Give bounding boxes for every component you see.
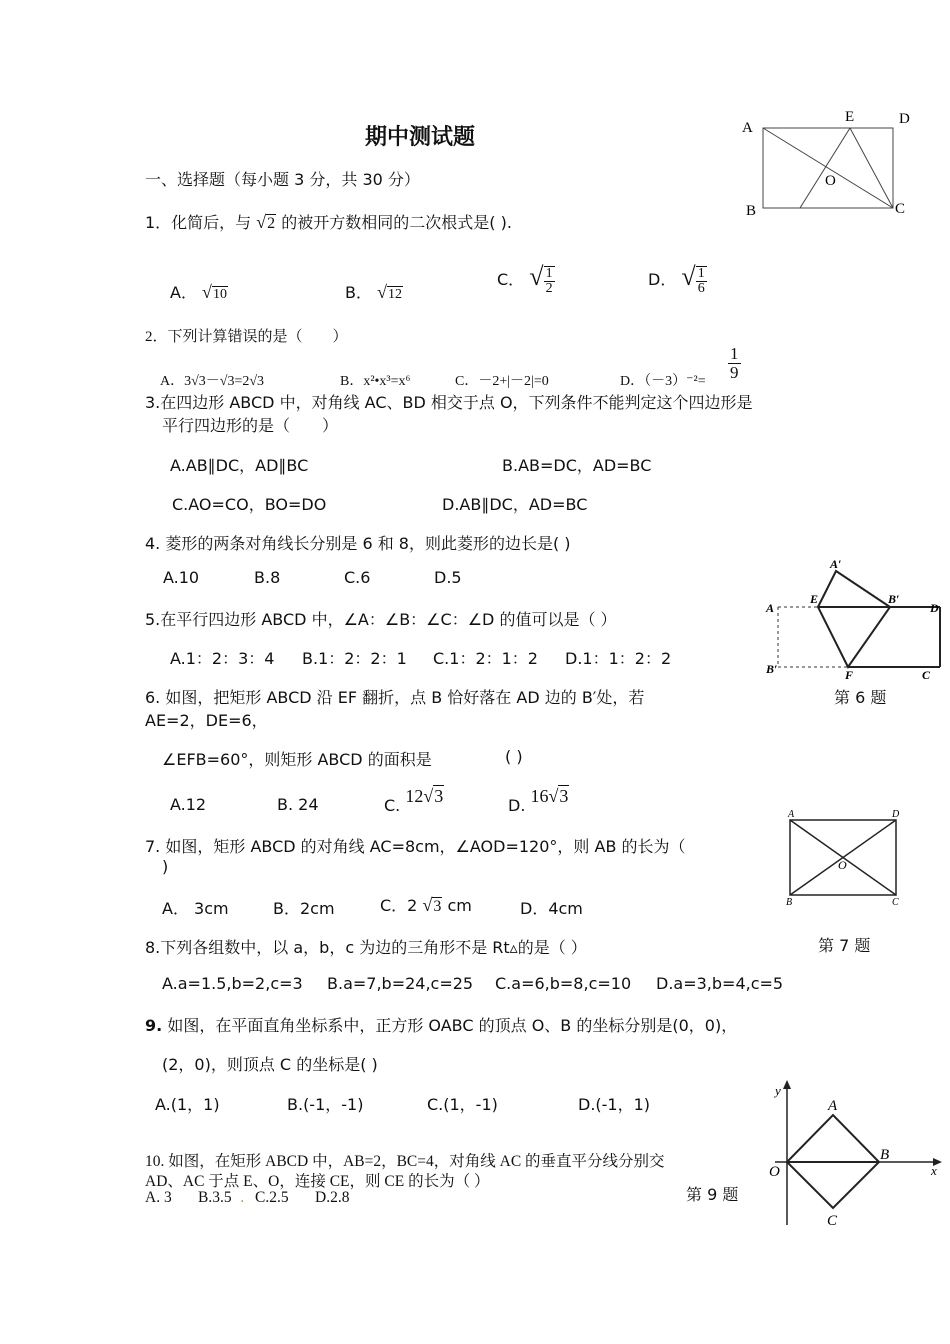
q1-radical: √2 [256,212,276,232]
q9-option-a: A.(1，1) [155,1095,220,1114]
q3-stem-line2: 平行四边形的是（ ） [162,416,339,435]
fig6-label-a-prime: A′ [830,557,842,571]
fig9-label-y: y [775,1083,781,1098]
q6-stem-line2: AE=2，DE=6， [145,711,268,730]
q3-option-a: A.AB∥DC，AD∥BC [170,456,309,475]
q3-option-d: D.AB∥DC，AD=BC [442,495,588,514]
q5-option-c: C.1：2：1：2 [433,649,538,668]
fig10-label-o: O [825,173,836,189]
fig10-label-c: C [895,201,906,217]
fig10-label-d: D [899,111,910,127]
fig6-caption: 第 6 题 [834,688,887,707]
q7-stem-line2: ) [162,857,169,876]
q6-option-d: D. 16√3 [508,786,569,815]
q1-option-b: B． √12 [345,282,402,302]
q6-option-b: B. 24 [277,795,319,814]
q10-stem-line1: 10. 如图，在矩形 ABCD 中，AB=2，BC=4，对角线 AC 的垂直平分线分别交 [145,1153,665,1170]
q10-option-a: A. 3 [145,1189,172,1206]
q6-answer-paren: ( ) [505,747,523,766]
fig10-label-e: E [845,109,855,125]
q10-option-d: D.2.8 [315,1189,350,1206]
q7-option-a: A． 3cm [162,899,229,918]
q1-option-a: A． √10 [170,282,227,302]
q9-stem-line2: (2，0)，则顶点 C 的坐标是( ) [162,1055,378,1074]
q9-option-c: C.(1，-1) [427,1095,498,1114]
q4-option-a: A.10 [163,568,200,587]
fig7-label-b: B [786,897,793,908]
fig9-label-c: C [827,1213,838,1229]
q8-option-b: B.a=7,b=24,c=25 [327,974,474,993]
q1-post: 的被开方数相同的二次根式是( ). [281,213,512,232]
q5-stem: 5.在平行四边形 ABCD 中，∠A：∠B：∠C：∠D 的值可以是（ ） [145,610,617,629]
q2-option-d: D．（－3）⁻²= [620,374,706,389]
q1-pre: 1．化简后，与 [145,213,252,232]
fig9-label-b: B [880,1147,890,1163]
fig9-caption: 第 9 题 [686,1185,739,1204]
fig7-caption: 第 7 题 [818,936,871,955]
figure-q9 [755,1075,945,1235]
q7-option-d: D．4cm [520,899,583,918]
section-heading: 一、选择题（每小题 3 分，共 30 分） [145,170,420,189]
fig7-label-c: C [892,897,899,908]
q9-stem-line1: 9. 如图，在平面直角坐标系中，正方形 OABC 的顶点 O、B 的坐标分别是(0，0)， [145,1016,738,1035]
q10-stray-dot: . [240,1190,245,1206]
fig10-label-b: B [746,203,757,219]
q3-option-c: C.AO=CO，BO=DO [172,495,327,514]
q6-stem-line3: ∠EFB=60°，则矩形 ABCD 的面积是 [162,750,432,769]
q1-stem [145,210,512,233]
fig6-label-f: F [845,668,854,682]
q10-option-c: C.2.5 [255,1189,289,1206]
q10-option-b: B.3.5 [198,1189,232,1206]
fig7-label-o: O [838,858,847,872]
q7-option-c: C．2 √3 cm [380,895,472,915]
q9-option-b: B.(-1，-1) [287,1095,364,1114]
q2-option-b: B．x²•x³=x⁶ [340,374,411,389]
fig6-label-c: C [922,668,931,682]
q1-option-d: D． √ $\frac{1}{6}$ [648,262,705,297]
q4-option-c: C.6 [344,568,371,587]
q2-option-d-fraction: $\frac{1}{9}$ [730,344,739,382]
q6-stem-line1: 6. 如图，把矩形 ABCD 沿 EF 翻折，点 B 恰好落在 AD 边的 B′处，若 [145,688,645,707]
q8-option-c: C.a=6,b=8,c=10 [495,974,632,993]
fig9-label-x: x [931,1163,937,1178]
q4-option-d: D.5 [434,568,462,587]
q8-stem: 8.下列各组数中，以 a，b，c 为边的三角形不是 Rt▵的是（ ） [145,938,587,957]
fig6-label-a: A [766,601,775,615]
q5-option-d: D.1：1：2：2 [565,649,672,668]
q1-option-c: C． √ $\frac{1}{2}$ [497,262,553,297]
q8-option-a: A.a=1.5,b=2,c=3 [162,974,303,993]
fig6-label-b-dashed: B′ [766,662,778,676]
q7-stem-line1: 7. 如图，矩形 ABCD 的对角线 AC=8cm，∠AOD=120°，则 AB 的长为（ [145,837,686,856]
fig6-label-b-prime: B′ [888,592,900,606]
figure-q10 [735,105,925,225]
q7-option-b: B．2cm [273,899,335,918]
q5-option-a: A.1：2：3：4 [170,649,275,668]
q2-option-a: A．3√3－√3=2√3 [160,374,265,389]
q2-option-c: C．－2+|－2|=0 [455,374,549,389]
q6-option-c: C. 12√3 [384,786,444,815]
fig6-label-e: E [810,592,819,606]
figure-q6 [760,555,945,685]
q9-option-d: D.(-1，1) [578,1095,651,1114]
q5-option-b: B.1：2：2：1 [302,649,407,668]
q3-stem-line1: 3.在四边形 ABCD 中，对角线 AC、BD 相交于点 O，下列条件不能判定这个四边形是 [145,393,753,412]
fig9-label-a: A [828,1098,838,1114]
q8-option-d: D.a=3,b=4,c=5 [656,974,784,993]
fig6-label-d: D [930,601,939,615]
fig7-label-a: A [788,809,795,820]
fig7-label-d: D [892,809,900,820]
fig10-label-a: A [742,120,753,136]
q6-option-a: A.12 [170,795,207,814]
fig9-label-o: O [769,1164,780,1180]
q3-option-b: B.AB=DC，AD=BC [502,456,652,475]
q4-stem: 4. 菱形的两条对角线长分别是 6 和 8，则此菱形的边长是( ) [145,534,571,553]
q2-stem: 2．下列计算错误的是（ ） [145,329,348,345]
page-title: 期中测试题 [365,125,476,150]
q4-option-b: B.8 [254,568,281,587]
q10-stem-line2: AD、AC 于点 E、O，连接 CE，则 CE 的长为（ ） [145,1173,490,1190]
figure-q7 [780,805,910,910]
